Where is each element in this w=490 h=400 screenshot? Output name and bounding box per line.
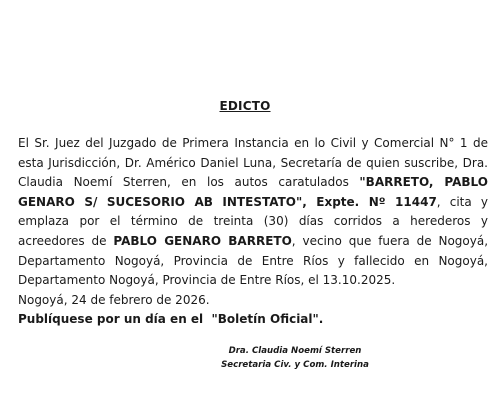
publication-notice: Publíquese por un día en el "Boletín Oficial". — [18, 312, 324, 327]
body-line-2: esta Jurisdicción, Dr. Américo Daniel Luna, Secretaría de quien suscribe, Dra. — [18, 155, 488, 170]
body-line-3 — [18, 173, 488, 193]
edict-body — [18, 134, 488, 330]
body-line-6 — [18, 232, 488, 252]
body-line-5: emplaza por el término de treinta (30) días corridos a herederos y — [18, 214, 488, 229]
body-line-7: Departamento Nogoyá, Provincia de Entre Ríos y fallecido en Nogoyá, — [18, 253, 488, 268]
signatory-role: Secretaria Civ. y Com. Interina — [221, 360, 369, 370]
signature-block — [190, 344, 400, 372]
body-line-3-text: Claudia Noemí Sterren, en los autos caratulados — [18, 175, 360, 190]
decedent-name: PABLO GENARO BARRETO — [113, 233, 292, 248]
body-line-6-text-a: acreedores de — [18, 233, 114, 248]
body-line-1: El Sr. Juez del Juzgado de Primera Instancia en lo Civil y Comercial N° 1 de — [18, 136, 488, 150]
document-title: EDICTO — [219, 99, 271, 113]
case-caption-end: GENARO S/ SUCESORIO AB INTESTATO", Expte. Nº 11447 — [18, 194, 437, 209]
case-caption-start: "BARRETO, PABLO — [359, 175, 488, 190]
signatory-name: Dra. Claudia Noemí Sterren — [228, 346, 362, 356]
date-line: Nogoyá, 24 de febrero de 2026. — [18, 292, 210, 307]
body-line-8: Departamento Nogoyá, Provincia de Entre Ríos, el 13.10.2025. — [18, 273, 396, 288]
body-line-6-text-b: , vecino que fuera de Nogoyá, — [291, 233, 489, 248]
body-line-4 — [18, 193, 488, 213]
body-line-4-text: , cita y — [436, 194, 488, 209]
